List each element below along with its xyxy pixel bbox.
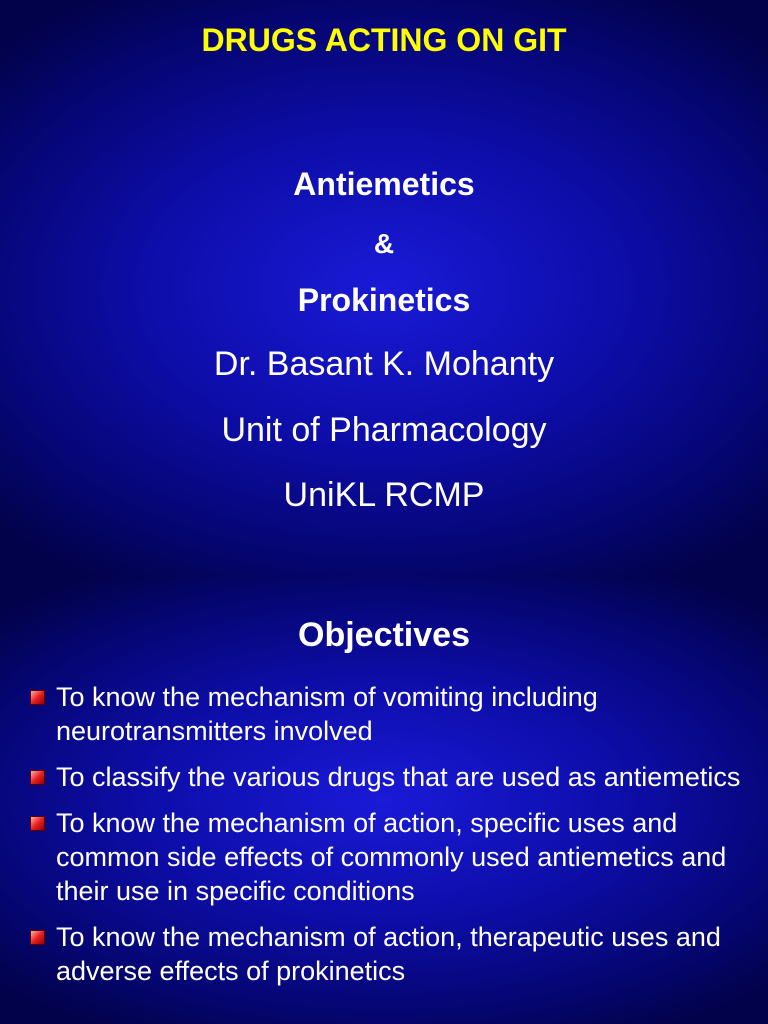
red-square-bullet-icon xyxy=(30,770,45,785)
objective-text: To know the mechanism of action, specific uses and common side effects of commonly used antiemetics and their use in specific conditions xyxy=(56,808,727,906)
objective-item xyxy=(28,760,758,794)
objective-item xyxy=(28,920,758,988)
objective-item xyxy=(28,806,758,908)
objective-text: To know the mechanism of action, therapeutic uses and adverse effects of prokinetics xyxy=(56,922,721,986)
author-name: Dr. Basant K. Mohanty xyxy=(213,345,555,383)
objective-text: To classify the various drugs that are used as antiemetics xyxy=(56,762,741,792)
objective-text: To know the mechanism of vomiting including neurotransmitters involved xyxy=(56,682,598,746)
author-unit: Unit of Pharmacology xyxy=(221,411,547,449)
objectives-list xyxy=(28,680,758,1000)
red-square-bullet-icon xyxy=(30,816,45,831)
topic-antiemetics: Antiemetics xyxy=(293,166,475,202)
author-institute: UniKL RCMP xyxy=(283,476,485,514)
topic-prokinetics: Prokinetics xyxy=(297,282,471,318)
objective-item xyxy=(28,680,758,748)
topic-ampersand: & xyxy=(373,228,395,259)
red-square-bullet-icon xyxy=(30,930,45,945)
objectives-title: Objectives xyxy=(298,616,470,654)
red-square-bullet-icon xyxy=(30,690,45,705)
objectives-slide xyxy=(0,576,768,1024)
slide-title: DRUGS ACTING ON GIT xyxy=(201,22,567,58)
